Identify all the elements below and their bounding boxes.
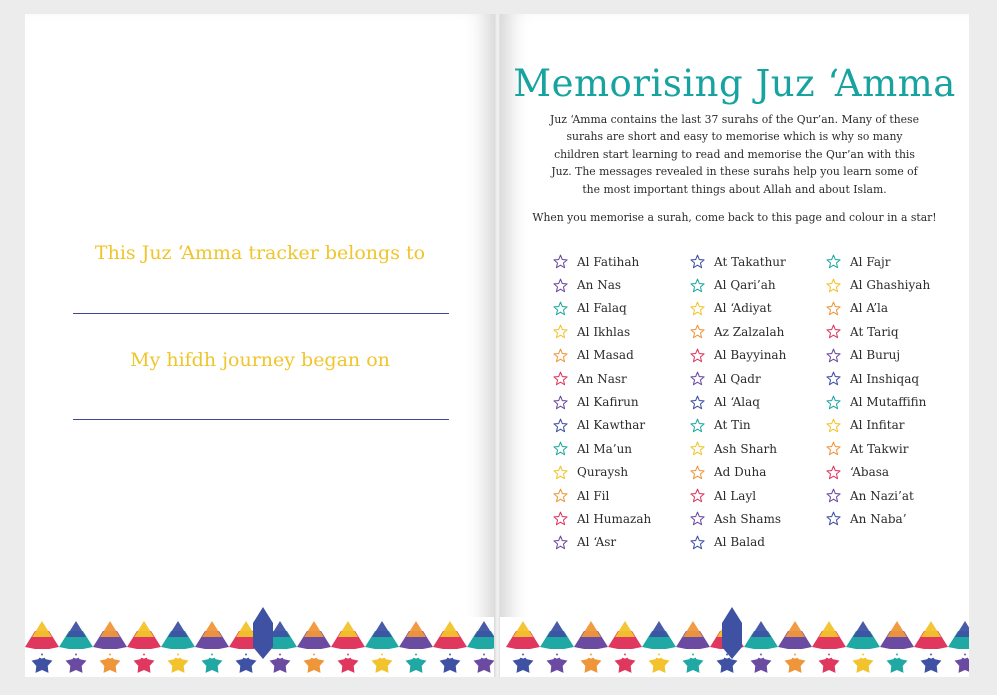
star-icon[interactable] (690, 348, 705, 363)
surah-item (826, 320, 930, 343)
surah-item (553, 461, 651, 484)
surah-name: Al Inshiqaq (850, 371, 920, 386)
surah-name: Ash Shams (714, 511, 782, 526)
star-icon[interactable] (553, 254, 568, 269)
star-icon[interactable] (690, 418, 705, 433)
surah-name: Al Falaq (577, 301, 627, 316)
surah-name: Al Humazah (577, 511, 652, 526)
star-icon[interactable] (826, 324, 841, 339)
star-icon[interactable] (553, 324, 568, 339)
star-icon[interactable] (553, 465, 568, 480)
star-icon[interactable] (826, 418, 841, 433)
surah-column-2 (690, 250, 786, 554)
owner-name-line[interactable] (73, 313, 449, 314)
surah-item (553, 484, 651, 507)
star-icon[interactable] (826, 465, 841, 480)
surah-item (826, 390, 930, 413)
left-page (25, 14, 495, 677)
star-icon[interactable] (690, 488, 705, 503)
surah-item (553, 531, 651, 554)
right-page (500, 14, 969, 677)
geometric-border-right (500, 607, 969, 677)
surah-item (553, 414, 651, 437)
star-icon[interactable] (553, 395, 568, 410)
surah-column-3 (826, 250, 930, 531)
surah-name: Quraysh (577, 465, 629, 480)
star-icon[interactable] (553, 488, 568, 503)
surah-name: Al A’la (850, 301, 889, 316)
surah-name: Al ‘Adiyat (714, 301, 772, 316)
surah-name: Az Zalzalah (714, 324, 785, 339)
star-icon[interactable] (826, 511, 841, 526)
star-icon[interactable] (553, 371, 568, 386)
intro-paragraph: Juz ‘Amma contains the last 37 surahs of the Qur’an. Many of these surahs are short and easy to memorise which is why so many children start learning to read and memorise the Qur’an with this Juz. The messages revealed in these surahs help you learn some of the most important things about Allah and about Islam. (550, 113, 919, 196)
star-icon[interactable] (690, 535, 705, 550)
instruction-text: When you memorise a surah, come back to this page and colour in a star! (532, 211, 937, 224)
surah-item (826, 344, 930, 367)
surah-item (553, 273, 651, 296)
surah-item (826, 273, 930, 296)
star-icon[interactable] (690, 511, 705, 526)
star-icon[interactable] (690, 465, 705, 480)
surah-name: Al Qadr (714, 371, 761, 386)
surah-item (690, 390, 786, 413)
start-date-line[interactable] (73, 419, 449, 420)
surah-name: Al Ikhlas (577, 324, 631, 339)
star-icon[interactable] (553, 278, 568, 293)
surah-name: Al ‘Asr (577, 535, 617, 550)
surah-item (826, 367, 930, 390)
surah-name: Al Mutaffifin (850, 395, 927, 410)
surah-item (826, 414, 930, 437)
star-icon[interactable] (826, 254, 841, 269)
surah-name: Ad Duha (714, 465, 767, 480)
star-icon[interactable] (553, 418, 568, 433)
surah-item (826, 461, 930, 484)
surah-item (553, 320, 651, 343)
surah-name: Al Fatihah (577, 254, 640, 269)
surah-item (690, 367, 786, 390)
surah-column-1 (553, 250, 651, 554)
surah-item (826, 297, 930, 320)
surah-name: Al ‘Alaq (714, 395, 760, 410)
surah-name: At Takwir (850, 441, 909, 456)
surah-name: Al Qari’ah (714, 278, 776, 293)
surah-name: Al Kafirun (577, 395, 639, 410)
surah-item (690, 461, 786, 484)
surah-name: Al Infitar (850, 418, 905, 433)
surah-name: Al Fajr (850, 254, 891, 269)
surah-item (690, 531, 786, 554)
surah-name: At Tariq (850, 324, 899, 339)
star-icon[interactable] (553, 348, 568, 363)
surah-item (826, 507, 930, 530)
surah-item (826, 484, 930, 507)
star-icon[interactable] (826, 441, 841, 456)
surah-name: Al Kawthar (577, 418, 646, 433)
surah-name: Al Layl (714, 488, 757, 503)
star-icon[interactable] (690, 278, 705, 293)
surah-item (690, 414, 786, 437)
surah-item (690, 273, 786, 296)
surah-item (690, 320, 786, 343)
star-icon[interactable] (826, 348, 841, 363)
surah-name: Ash Sharh (714, 441, 777, 456)
star-icon[interactable] (553, 511, 568, 526)
surah-name: At Tin (714, 418, 751, 433)
geometric-border-left (25, 607, 495, 677)
owner-label: This Juz ‘Amma tracker belongs to (94, 242, 426, 264)
surah-name: Al Ghashiyah (850, 278, 931, 293)
surah-name: Al Masad (577, 348, 634, 363)
star-icon[interactable] (826, 488, 841, 503)
surah-item (553, 367, 651, 390)
surah-item (690, 437, 786, 460)
star-icon[interactable] (826, 278, 841, 293)
surah-name: An Nasr (577, 371, 627, 386)
star-icon[interactable] (690, 441, 705, 456)
surah-name: An Naba’ (850, 511, 907, 526)
surah-name: An Nas (577, 278, 622, 293)
start-label: My hifdh journey began on (130, 349, 390, 371)
star-icon[interactable] (553, 535, 568, 550)
surah-item (553, 297, 651, 320)
surah-item (553, 437, 651, 460)
surah-item (690, 344, 786, 367)
star-icon[interactable] (690, 254, 705, 269)
surah-item (690, 250, 786, 273)
star-icon[interactable] (690, 301, 705, 316)
surah-name: Al Buruj (850, 348, 901, 363)
surah-name: An Nazi’at (850, 488, 914, 503)
surah-item (826, 250, 930, 273)
surah-item (690, 507, 786, 530)
surah-item (690, 484, 786, 507)
star-icon[interactable] (826, 371, 841, 386)
star-icon[interactable] (553, 441, 568, 456)
surah-item (690, 297, 786, 320)
star-icon[interactable] (553, 301, 568, 316)
surah-name: ‘Abasa (850, 465, 890, 480)
surah-name: Al Balad (714, 535, 765, 550)
surah-item (553, 344, 651, 367)
star-icon[interactable] (690, 371, 705, 386)
surah-name: At Takathur (714, 254, 786, 269)
star-icon[interactable] (826, 301, 841, 316)
surah-name: Al Fil (577, 488, 610, 503)
surah-item (553, 507, 651, 530)
page-title: Memorising Juz ‘Amma (513, 62, 956, 105)
star-icon[interactable] (826, 395, 841, 410)
star-icon[interactable] (690, 395, 705, 410)
surah-name: Al Ma’un (577, 441, 633, 456)
surah-item (553, 390, 651, 413)
surah-name: Al Bayyinah (714, 348, 787, 363)
surah-item (553, 250, 651, 273)
star-icon[interactable] (690, 324, 705, 339)
surah-item (826, 437, 930, 460)
